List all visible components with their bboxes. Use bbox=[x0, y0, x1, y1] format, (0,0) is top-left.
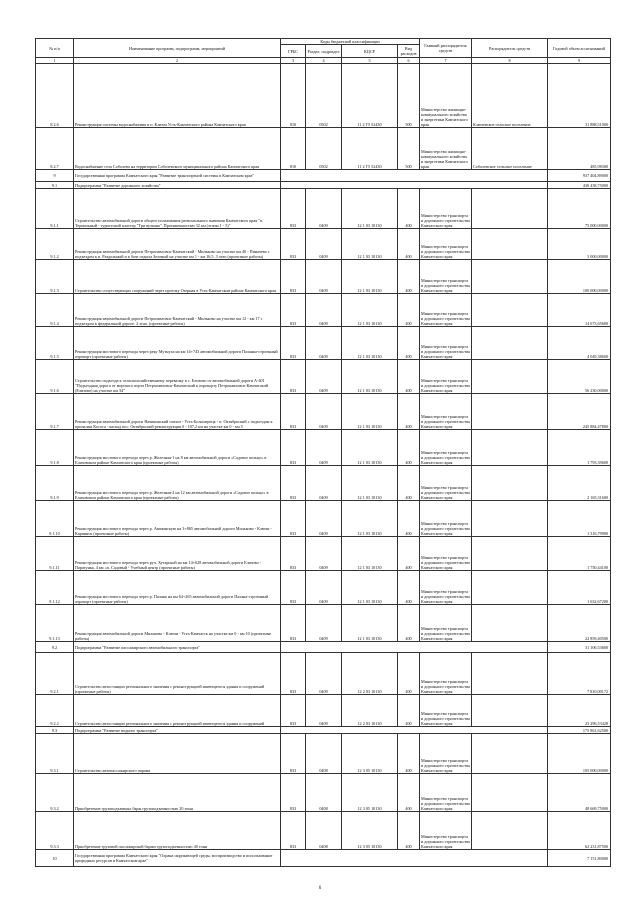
razdel-cell: 0409 bbox=[306, 695, 342, 727]
grbs-cell: 833 bbox=[281, 734, 306, 774]
razdel-cell: 0409 bbox=[306, 294, 342, 327]
table-row bbox=[36, 260, 611, 294]
razdel-cell: 0409 bbox=[306, 466, 342, 501]
ksr-cell: 12 1 03 10130 bbox=[342, 501, 398, 537]
empty-code-cell bbox=[281, 182, 548, 189]
total-cell: 1 632,67200 bbox=[548, 571, 611, 605]
row-number-cell: 9.1.13 bbox=[36, 605, 74, 642]
recipient-cell bbox=[472, 734, 548, 774]
row-number-cell: 9.1.4 bbox=[36, 294, 74, 327]
program-name-cell: Строительство автопассажирского парома bbox=[74, 734, 281, 774]
program-name-cell: Водоснабжение села Соболево на территории Соболевского муниципального района Камчатского края bbox=[74, 128, 281, 170]
total-cell: 23 296,53428 bbox=[548, 695, 611, 727]
total-cell: 22 859,40500 bbox=[548, 605, 611, 642]
ksr-cell: 12 3 05 10130 bbox=[342, 774, 398, 812]
table-row bbox=[36, 294, 611, 327]
total-cell: 485,98300 bbox=[548, 128, 611, 170]
row-number-cell: 9.1.10 bbox=[36, 501, 74, 537]
program-name-cell: Реконструкция мостового перехода через руч. Хутарской на км 14+628 автомобильной дороги Елизово - Паратунка, 4 км «п. Садовый - Учебный центр (проектные работы) bbox=[74, 537, 281, 571]
total-cell: 56 230,00000 bbox=[548, 360, 611, 394]
vr-cell: 500 bbox=[398, 128, 420, 170]
total-cell: 1 793,39600 bbox=[548, 430, 611, 466]
manager-cell: Министерство транспорта и дорожного строительства Камчатского края bbox=[420, 695, 472, 727]
table-row bbox=[36, 182, 611, 189]
vr-cell: 400 bbox=[398, 695, 420, 727]
grbs-cell: 833 bbox=[281, 571, 306, 605]
program-name-cell: Реконструкция мостового перехода через р. Палана на км 64+265 автомобильной дороги Палана-строенный аэропорт (проектные работы) bbox=[74, 571, 281, 605]
ksr-cell: 12 1 03 10130 bbox=[342, 537, 398, 571]
total-cell: 2 165,31600 bbox=[548, 466, 611, 501]
vr-cell: 400 bbox=[398, 501, 420, 537]
razdel-cell: 0502 bbox=[306, 128, 342, 170]
recipient-cell bbox=[472, 466, 548, 501]
vr-cell: 400 bbox=[398, 774, 420, 812]
empty-code-cell bbox=[281, 727, 548, 734]
grbs-cell: 833 bbox=[281, 653, 306, 695]
row-number-cell: 9.2.1 bbox=[36, 653, 74, 695]
column-number-cell: 8 bbox=[472, 58, 548, 64]
total-cell: 31 106,53600 bbox=[548, 642, 611, 653]
vr-cell: 400 bbox=[398, 734, 420, 774]
row-number-cell: 9.1.2 bbox=[36, 229, 74, 260]
grbs-cell: 833 bbox=[281, 605, 306, 642]
col-header-razdel: Раздел, подраздел bbox=[306, 45, 342, 58]
manager-cell: Министерство жилищно-коммунального хозяйства и энергетики Камчатского края bbox=[420, 64, 472, 128]
vr-cell: 500 bbox=[398, 64, 420, 128]
total-cell: 14 673,65600 bbox=[548, 294, 611, 327]
recipient-cell bbox=[472, 260, 548, 294]
table-row bbox=[36, 812, 611, 850]
row-number-cell: 9.2 bbox=[36, 642, 74, 653]
manager-cell: Министерство транспорта и дорожного строительства Камчатского края bbox=[420, 260, 472, 294]
razdel-cell: 0408 bbox=[306, 774, 342, 812]
recipient-cell bbox=[472, 430, 548, 466]
table-row bbox=[36, 64, 611, 128]
grbs-cell: 833 bbox=[281, 501, 306, 537]
vr-cell: 400 bbox=[398, 653, 420, 695]
empty-code-cell bbox=[281, 642, 548, 653]
recipient-cell: Ключевское сельское поселение bbox=[472, 64, 548, 128]
col-header-codes-group: Коды бюджетной классификации bbox=[281, 39, 420, 45]
column-number-cell: 2 bbox=[74, 58, 281, 64]
program-name-cell: Реконструкция автомобильной дороги Петропавловск-Камчатский - Мильково на участке км 12 - км 17 с подъездом к федеральной дороге. 2 этап. (проектные работы) bbox=[74, 294, 281, 327]
vr-cell: 400 bbox=[398, 294, 420, 327]
page-number: 6 bbox=[318, 886, 322, 891]
row-number-cell: 9.1.3 bbox=[36, 260, 74, 294]
manager-cell: Министерство транспорта и дорожного строительства Камчатского края bbox=[420, 774, 472, 812]
column-number-cell: 9 bbox=[548, 58, 611, 64]
ksr-cell: 12 2 03 10130 bbox=[342, 653, 398, 695]
column-number-cell: 3 bbox=[281, 58, 306, 64]
row-number-cell: 9.1.8 bbox=[36, 430, 74, 466]
table-row bbox=[36, 327, 611, 360]
vr-cell: 400 bbox=[398, 189, 420, 229]
ksr-cell: 12 3 05 10130 bbox=[342, 812, 398, 850]
ksr-cell: 12 1 03 10130 bbox=[342, 327, 398, 360]
razdel-cell: 0408 bbox=[306, 812, 342, 850]
row-number-cell: 9.1.11 bbox=[36, 537, 74, 571]
manager-cell: Министерство транспорта и дорожного строительства Камчатского края bbox=[420, 734, 472, 774]
row-number-cell: 9.3 bbox=[36, 727, 74, 734]
empty-code-cell bbox=[281, 850, 548, 867]
ksr-cell: 11 2 Г5 52430 bbox=[342, 64, 398, 128]
table-row bbox=[36, 170, 611, 182]
recipient-cell bbox=[472, 695, 548, 727]
col-header-grbs: ГРБС bbox=[281, 45, 306, 58]
budget-allocation-table bbox=[35, 38, 611, 867]
row-number-cell: 10 bbox=[36, 850, 74, 867]
vr-cell: 400 bbox=[398, 466, 420, 501]
grbs-cell: 833 bbox=[281, 537, 306, 571]
manager-cell: Министерство транспорта и дорожного строительства Камчатского края bbox=[420, 501, 472, 537]
row-number-cell: 9.1.6 bbox=[36, 360, 74, 394]
total-cell: 3 000,00000 bbox=[548, 229, 611, 260]
empty-code-cell bbox=[281, 170, 548, 182]
column-number-cell: 5 bbox=[342, 58, 398, 64]
program-name-cell: Реконструкция автомобильной дороги Мильково - Ключи - Усть-Камчатск на участке км 0 - км 10 (проектные работы) bbox=[74, 605, 281, 642]
program-name-cell: Строительство автомобильной дороги общего пользования регионального значения Камчатского края "п. Термальный - туристский кластер "Три вулкана". Протяженностью 32 км (этапы 1 - 5)" bbox=[74, 189, 281, 229]
ksr-cell: 11 2 Г5 52430 bbox=[342, 128, 398, 170]
grbs-cell: 833 bbox=[281, 360, 306, 394]
row-number-cell: 8.2.6 bbox=[36, 64, 74, 128]
manager-cell: Министерство транспорта и дорожного строительства Камчатского края bbox=[420, 812, 472, 850]
column-number-cell: 4 bbox=[306, 58, 342, 64]
ksr-cell: 12 1 03 10130 bbox=[342, 571, 398, 605]
ksr-cell: 12 3 05 10130 bbox=[342, 734, 398, 774]
program-name-cell: Приобретение грузоподъемных барж грузоподъемностью 20 тонн bbox=[74, 774, 281, 812]
row-number-cell: 9.1.1 bbox=[36, 189, 74, 229]
col-header-vr: Вид расходов bbox=[398, 45, 420, 58]
col-header-name: Наименование программ, подпрограмм, мероприятий bbox=[74, 39, 281, 58]
grbs-cell: 833 bbox=[281, 774, 306, 812]
manager-cell: Министерство транспорта и дорожного строительства Камчатского края bbox=[420, 571, 472, 605]
program-name-cell: Реконструкция системы водоснабжения в п. Ключи Усть-Камчатского района Камчатского края bbox=[74, 64, 281, 128]
recipient-cell bbox=[472, 653, 548, 695]
table-row bbox=[36, 229, 611, 260]
grbs-cell: 833 bbox=[281, 260, 306, 294]
recipient-cell bbox=[472, 189, 548, 229]
recipient-cell bbox=[472, 394, 548, 430]
ksr-cell: 12 1 03 10130 bbox=[342, 605, 398, 642]
ksr-cell: 12 1 03 10130 bbox=[342, 260, 398, 294]
grbs-cell: 810 bbox=[281, 128, 306, 170]
manager-cell: Министерство транспорта и дорожного строительства Камчатского края bbox=[420, 294, 472, 327]
table-row bbox=[36, 501, 611, 537]
razdel-cell: 0408 bbox=[306, 734, 342, 774]
grbs-cell: 833 bbox=[281, 327, 306, 360]
table-row bbox=[36, 850, 611, 867]
vr-cell: 400 bbox=[398, 571, 420, 605]
program-name-cell: Строительство подъезда к сельскохозяйственному перевалку в с. Елизово от автомобильной дороги А-401 "Подъездная дорога от морского порта Петропавловск-Камчатский к аэропорту Петропавловск-Камчатский (Елизово) на участке км 34" bbox=[74, 360, 281, 394]
program-name-cell: Строительство автостанции регионального значения с реконструкцией имеющегося здания и сооружений (проектные работы) bbox=[74, 653, 281, 695]
total-cell: 245 884,47800 bbox=[548, 394, 611, 430]
ksr-cell: 12 1 03 10130 bbox=[342, 466, 398, 501]
recipient-cell bbox=[472, 812, 548, 850]
razdel-cell: 0409 bbox=[306, 571, 342, 605]
row-number-cell: 9.1.9 bbox=[36, 466, 74, 501]
table-row bbox=[36, 727, 611, 734]
program-name-cell: Приобретение грузовой пассажирской баржи грузоподъемностью 40 тонн bbox=[74, 812, 281, 850]
razdel-cell: 0409 bbox=[306, 229, 342, 260]
table-row bbox=[36, 430, 611, 466]
ksr-cell: 12 1 03 10130 bbox=[342, 394, 398, 430]
recipient-cell bbox=[472, 774, 548, 812]
vr-cell: 400 bbox=[398, 229, 420, 260]
table-row bbox=[36, 653, 611, 695]
recipient-cell: Соболевское сельское поселение bbox=[472, 128, 548, 170]
row-number-cell: 9.2.2 bbox=[36, 695, 74, 727]
grbs-cell: 833 bbox=[281, 466, 306, 501]
subprogram-title-cell: Подпрограмма "Развитие водного транспорта" bbox=[74, 727, 281, 734]
table-row bbox=[36, 774, 611, 812]
recipient-cell bbox=[472, 605, 548, 642]
row-number-cell: 9.3.3 bbox=[36, 812, 74, 850]
total-cell: 100 000,00000 bbox=[548, 260, 611, 294]
total-cell: 937 404,89000 bbox=[548, 170, 611, 182]
vr-cell: 400 bbox=[398, 327, 420, 360]
recipient-cell bbox=[472, 229, 548, 260]
col-header-num: № п/п bbox=[36, 39, 74, 58]
total-cell: 75 000,00000 bbox=[548, 189, 611, 229]
col-header-manager: Главный распорядитель средств bbox=[420, 39, 472, 58]
row-number-cell: 9.1.12 bbox=[36, 571, 74, 605]
table-row bbox=[36, 642, 611, 653]
subprogram-title-cell: Подпрограмма "Развитие пассажирского автомобильного транспорта" bbox=[74, 642, 281, 653]
manager-cell: Министерство транспорта и дорожного строительства Камчатского края bbox=[420, 394, 472, 430]
total-cell: 48 669,75000 bbox=[548, 774, 611, 812]
recipient-cell bbox=[472, 294, 548, 327]
program-title-cell: Государственная программа Камчатского края "Охрана окружающей среды, воспроизводство и использование природных ресурсов в Камчатском крае" bbox=[74, 850, 281, 867]
table-body bbox=[36, 64, 611, 867]
vr-cell: 400 bbox=[398, 394, 420, 430]
table-row bbox=[36, 189, 611, 229]
vr-cell: 400 bbox=[398, 605, 420, 642]
row-number-cell: 9 bbox=[36, 170, 74, 182]
razdel-cell: 0409 bbox=[306, 501, 342, 537]
total-cell: 105 000,00000 bbox=[548, 734, 611, 774]
grbs-cell: 833 bbox=[281, 294, 306, 327]
manager-cell: Министерство транспорта и дорожного строительства Камчатского края bbox=[420, 360, 472, 394]
manager-cell: Министерство транспорта и дорожного строительства Камчатского края bbox=[420, 229, 472, 260]
col-header-ksr: КЦСР bbox=[342, 45, 398, 58]
row-number-cell: 9.3.2 bbox=[36, 774, 74, 812]
ksr-cell: 12 1 03 10130 bbox=[342, 294, 398, 327]
recipient-cell bbox=[472, 537, 548, 571]
manager-cell: Министерство транспорта и дорожного строительства Камчатского края bbox=[420, 327, 472, 360]
manager-cell: Министерство жилищно-коммунального хозяйства и энергетики Камчатского края bbox=[420, 128, 472, 170]
total-cell: 1 750,44100 bbox=[548, 537, 611, 571]
row-number-cell: 9.1 bbox=[36, 182, 74, 189]
program-name-cell: Строительство сопутствующих сооружений через протоку Озерная в Усть-Камчатском районе Камчатского края bbox=[74, 260, 281, 294]
program-name-cell: Реконструкция автомобильной дороги Петропавловск-Камчатский - Мильково на участке км 40 - Пиначево с подъездом к п. Раздольный и к базе отдыха Зеленый на участке км 1 - км 16,5. 3 этап (проектные работы) bbox=[74, 229, 281, 260]
vr-cell: 400 bbox=[398, 537, 420, 571]
grbs-cell: 833 bbox=[281, 430, 306, 466]
col-header-total: Годовой объем ассигнований bbox=[548, 39, 611, 58]
table-row bbox=[36, 605, 611, 642]
program-name-cell: Строительство автостанции регионального значения с реконструкцией имеющегося здания и сооружений bbox=[74, 695, 281, 727]
row-number-cell: 8.2.7 bbox=[36, 128, 74, 170]
vr-cell: 400 bbox=[398, 812, 420, 850]
razdel-cell: 0409 bbox=[306, 327, 342, 360]
grbs-cell: 833 bbox=[281, 229, 306, 260]
table-row bbox=[36, 734, 611, 774]
column-number-cell: 1 bbox=[36, 58, 74, 64]
razdel-cell: 0502 bbox=[306, 64, 342, 128]
table-row bbox=[36, 466, 611, 501]
table-row bbox=[36, 394, 611, 430]
program-name-cell: Реконструкция мостового перехода через р. Авачинскую на 3+865 автомобильной дороги Мильково - Ключи - Карпинск (проектные работы) bbox=[74, 501, 281, 537]
manager-cell: Министерство транспорта и дорожного строительства Камчатского края bbox=[420, 189, 472, 229]
row-number-cell: 9.1.7 bbox=[36, 394, 74, 430]
vr-cell: 400 bbox=[398, 360, 420, 394]
manager-cell: Министерство транспорта и дорожного строительства Камчатского края bbox=[420, 653, 472, 695]
razdel-cell: 0409 bbox=[306, 394, 342, 430]
razdel-cell: 0409 bbox=[306, 653, 342, 695]
grbs-cell: 833 bbox=[281, 812, 306, 850]
manager-cell: Министерство транспорта и дорожного строительства Камчатского края bbox=[420, 466, 472, 501]
grbs-cell: 833 bbox=[281, 695, 306, 727]
total-cell: 430 438,75000 bbox=[548, 182, 611, 189]
razdel-cell: 0409 bbox=[306, 189, 342, 229]
manager-cell: Министерство транспорта и дорожного строительства Камчатского края bbox=[420, 430, 472, 466]
total-cell: 7 151,80000 bbox=[548, 850, 611, 867]
razdel-cell: 0409 bbox=[306, 260, 342, 294]
program-name-cell: Реконструкция мостового перехода через р. Железная-2 на 12 км автомобильной дороги «Садовое кольцо» в Елизовском районе Камчатского края (проектные работы) bbox=[74, 466, 281, 501]
total-cell: 62 231,87500 bbox=[548, 812, 611, 850]
total-cell: 4 049,38600 bbox=[548, 327, 611, 360]
vr-cell: 400 bbox=[398, 260, 420, 294]
vr-cell: 400 bbox=[398, 430, 420, 466]
ksr-cell: 12 1 03 10130 bbox=[342, 430, 398, 466]
column-number-cell: 7 bbox=[420, 58, 472, 64]
program-name-cell: Реконструкция мостового перехода через реку Мутнуха на км 14+743 автомобильной дороги Паланка-строенный аэропорт (проектные работы) bbox=[74, 327, 281, 360]
recipient-cell bbox=[472, 327, 548, 360]
razdel-cell: 0409 bbox=[306, 605, 342, 642]
table-row bbox=[36, 695, 611, 727]
budget-table-sheet bbox=[35, 38, 610, 867]
column-number-cell: 6 bbox=[398, 58, 420, 64]
table-row bbox=[36, 571, 611, 605]
total-cell: 7 810,00172 bbox=[548, 653, 611, 695]
ksr-cell: 12 1 03 10130 bbox=[342, 229, 398, 260]
program-title-cell: Государственная программа Камчатского края "Развитие транспортной системы в Камчатском крае" bbox=[74, 170, 281, 182]
ksr-cell: 12 2 03 10130 bbox=[342, 695, 398, 727]
manager-cell: Министерство транспорта и дорожного строительства Камчатского края bbox=[420, 605, 472, 642]
row-number-cell: 9.1.5 bbox=[36, 327, 74, 360]
recipient-cell bbox=[472, 360, 548, 394]
table-row bbox=[36, 537, 611, 571]
grbs-cell: 833 bbox=[281, 394, 306, 430]
recipient-cell bbox=[472, 501, 548, 537]
col-header-recipient: Распорядитель средств bbox=[472, 39, 548, 58]
manager-cell: Министерство транспорта и дорожного строительства Камчатского края bbox=[420, 537, 472, 571]
subprogram-title-cell: Подпрограмма "Развитие дорожного хозяйства" bbox=[74, 182, 281, 189]
table-row bbox=[36, 360, 611, 394]
total-cell: 175 861,62500 bbox=[548, 727, 611, 734]
ksr-cell: 12 1 03 10130 bbox=[342, 360, 398, 394]
program-name-cell: Реконструкция автомобильной дороги Начикинский совхоз - Усть-Большерецк - п. Октябрьский с подъездом к причалам Кососа - каскад пос. Октябрьский реконструкция 0 - 107,2 км на участке км 0 - км 5 bbox=[74, 394, 281, 430]
grbs-cell: 810 bbox=[281, 64, 306, 128]
grbs-cell: 833 bbox=[281, 189, 306, 229]
table-row bbox=[36, 128, 611, 170]
total-cell: 1 316,79900 bbox=[548, 501, 611, 537]
recipient-cell bbox=[472, 571, 548, 605]
ksr-cell: 12 1 03 10130 bbox=[342, 189, 398, 229]
razdel-cell: 0409 bbox=[306, 360, 342, 394]
total-cell: 31 888,51000 bbox=[548, 64, 611, 128]
razdel-cell: 0409 bbox=[306, 537, 342, 571]
program-name-cell: Реконструкция мостового перехода через р. Железная-1 на 8 км автомобильной дороги «Садовое кольцо» в Елизовском районе Камчатского края (проектные работы) bbox=[74, 430, 281, 466]
razdel-cell: 0409 bbox=[306, 430, 342, 466]
row-number-cell: 9.3.1 bbox=[36, 734, 74, 774]
